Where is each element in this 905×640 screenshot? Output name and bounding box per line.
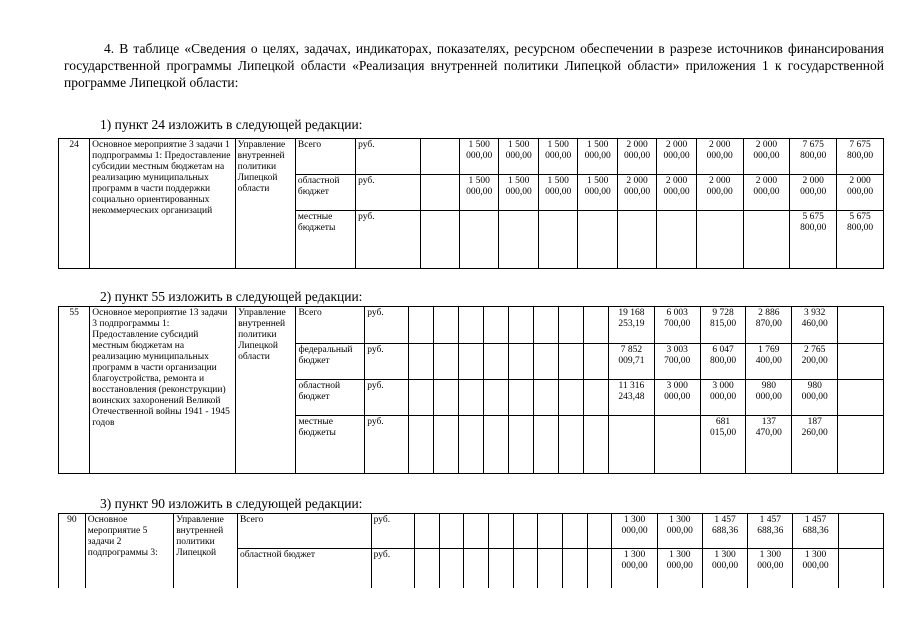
table-item-55: [58, 306, 884, 474]
value-cell: 3 000 000,00: [700, 380, 746, 416]
value-cell: 3 003 700,00: [654, 344, 700, 380]
value-cell: [420, 211, 459, 269]
value-cell: [483, 344, 508, 380]
value-cell: [838, 344, 884, 380]
value-cell: 1 457 688,36: [748, 514, 793, 549]
value-cell: 1 500 000,00: [578, 175, 617, 211]
value-cell: [558, 307, 583, 344]
value-cell: 1 300 000,00: [793, 549, 838, 589]
table-item-90: [58, 513, 884, 588]
value-cell: 1 457 688,36: [793, 514, 838, 549]
value-cell: [408, 344, 433, 380]
value-cell: [696, 211, 743, 269]
value-cell: [654, 416, 700, 474]
unit: руб.: [365, 380, 409, 416]
measure-name: Основное мероприятие 3 задачи 1 подпрограммы 1: Предоставление субсидии местным бюджетам на реализацию муниципальных программ в части поддержки социально ориентированных некоммерческих организаций: [90, 139, 235, 269]
value-cell: 3 932 460,00: [792, 307, 838, 344]
value-cell: 6 047 800,00: [700, 344, 746, 380]
value-cell: 681 015,00: [700, 416, 746, 474]
value-cell: 137 470,00: [746, 416, 792, 474]
unit: руб.: [365, 416, 409, 474]
value-cell: [558, 416, 583, 474]
row-number: 90: [59, 514, 86, 589]
value-cell: [458, 416, 483, 474]
value-cell: [499, 211, 538, 269]
measure-name: Основное мероприятие 5 задачи 2 подпрограммы 3:: [85, 514, 173, 589]
value-cell: 7 852 009,71: [608, 344, 654, 380]
value-cell: 2 000 000,00: [617, 139, 656, 175]
value-cell: 1 300 000,00: [748, 549, 793, 589]
unit: руб.: [371, 549, 414, 589]
executor: Управление внутренней политики Липецкой: [174, 514, 238, 589]
unit: руб.: [365, 344, 409, 380]
value-cell: [464, 514, 489, 549]
value-cell: [439, 549, 464, 589]
value-cell: [433, 307, 458, 344]
source: федеральный бюджет: [296, 344, 365, 380]
value-cell: [420, 139, 459, 175]
intro-paragraph: 4. В таблице «Сведения о целях, задачах, индикаторах, показателях, ресурсном обеспечении в разрезе источников финансирования государственной программы Липецкой области «Реализация внутренней политики Липецкой области» приложения 1 к государственной программе Липецкой области:: [64, 41, 884, 90]
executor: Управление внутренней политики Липецкой области: [235, 139, 295, 269]
value-cell: [433, 344, 458, 380]
value-cell: [513, 549, 538, 589]
value-cell: [563, 549, 588, 589]
unit: руб.: [356, 139, 420, 175]
value-cell: [458, 307, 483, 344]
source: областной бюджет: [296, 380, 365, 416]
value-cell: 2 000 000,00: [837, 175, 884, 211]
value-cell: 6 003 700,00: [654, 307, 700, 344]
value-cell: 2 765 200,00: [792, 344, 838, 380]
value-cell: 187 260,00: [792, 416, 838, 474]
row-number: 55: [59, 307, 90, 474]
value-cell: 2 000 000,00: [657, 139, 696, 175]
value-cell: [743, 211, 790, 269]
value-cell: [583, 380, 608, 416]
value-cell: [538, 211, 577, 269]
value-cell: [483, 380, 508, 416]
unit: руб.: [365, 307, 409, 344]
value-cell: [483, 307, 508, 344]
value-cell: 1 300 000,00: [657, 549, 702, 589]
value-cell: 2 000 000,00: [743, 139, 790, 175]
source: областной бюджет: [295, 175, 355, 211]
value-cell: 7 675 800,00: [837, 139, 884, 175]
value-cell: [508, 380, 533, 416]
value-cell: 3 000 000,00: [654, 380, 700, 416]
value-cell: [488, 514, 513, 549]
unit: руб.: [371, 514, 414, 549]
value-cell: 19 168 253,19: [608, 307, 654, 344]
value-cell: 5 675 800,00: [790, 211, 837, 269]
value-cell: [558, 344, 583, 380]
value-cell: [838, 416, 884, 474]
value-cell: [458, 344, 483, 380]
value-cell: 1 300 000,00: [612, 549, 657, 589]
value-cell: [838, 514, 883, 549]
value-cell: [433, 380, 458, 416]
value-cell: 980 000,00: [792, 380, 838, 416]
value-cell: 2 000 000,00: [696, 175, 743, 211]
value-cell: [414, 514, 439, 549]
table-row: [59, 514, 884, 549]
value-cell: 1 500 000,00: [459, 175, 498, 211]
value-cell: 1 500 000,00: [459, 139, 498, 175]
value-cell: 9 728 815,00: [700, 307, 746, 344]
source: местные бюджеты: [296, 416, 365, 474]
value-cell: [838, 549, 883, 589]
value-cell: [483, 416, 508, 474]
row-number: 24: [59, 139, 90, 269]
unit: руб.: [356, 175, 420, 211]
value-cell: [464, 549, 489, 589]
section-heading-3: 3) пункт 90 изложить в следующей редакции:: [100, 496, 363, 511]
value-cell: [583, 307, 608, 344]
value-cell: [508, 344, 533, 380]
source: областной бюджет: [237, 549, 371, 589]
value-cell: 1 300 000,00: [702, 549, 747, 589]
value-cell: [617, 211, 656, 269]
value-cell: [408, 380, 433, 416]
table-row: [59, 139, 884, 175]
value-cell: [533, 416, 558, 474]
value-cell: [513, 514, 538, 549]
value-cell: 1 300 000,00: [612, 514, 657, 549]
value-cell: [608, 416, 654, 474]
value-cell: [408, 416, 433, 474]
value-cell: 1 500 000,00: [499, 139, 538, 175]
value-cell: [433, 416, 458, 474]
value-cell: 980 000,00: [746, 380, 792, 416]
value-cell: [533, 344, 558, 380]
source: Всего: [237, 514, 371, 549]
value-cell: [414, 549, 439, 589]
value-cell: 11 316 243,48: [608, 380, 654, 416]
value-cell: [538, 549, 563, 589]
value-cell: 1 500 000,00: [538, 175, 577, 211]
value-cell: 2 000 000,00: [790, 175, 837, 211]
source: Всего: [295, 139, 355, 175]
table-item-24: [58, 138, 884, 269]
value-cell: [583, 344, 608, 380]
value-cell: 2 886 870,00: [746, 307, 792, 344]
value-cell: 2 000 000,00: [617, 175, 656, 211]
section-heading-2: 2) пункт 55 изложить в следующей редакции:: [100, 289, 363, 304]
value-cell: 1 300 000,00: [657, 514, 702, 549]
value-cell: 1 457 688,36: [702, 514, 747, 549]
measure-name: Основное мероприятие 13 задачи 3 подпрограммы 1: Предоставление субсидий местным бюджетам на реализацию муниципальных программ в части организации благоустройства, ремонта и восстановления (реконструкции) воинских захоронений Великой Отечественной войны 1941 - 1945 годов: [90, 307, 236, 474]
value-cell: 1 769 400,00: [746, 344, 792, 380]
value-cell: [587, 514, 612, 549]
value-cell: [558, 380, 583, 416]
table-item-90-wrapper: [58, 513, 888, 588]
source: Всего: [296, 307, 365, 344]
unit: руб.: [356, 211, 420, 269]
value-cell: [488, 549, 513, 589]
value-cell: [408, 307, 433, 344]
value-cell: [508, 416, 533, 474]
value-cell: [838, 307, 884, 344]
value-cell: [533, 380, 558, 416]
value-cell: 5 675 800,00: [837, 211, 884, 269]
value-cell: [508, 307, 533, 344]
value-cell: 2 000 000,00: [743, 175, 790, 211]
value-cell: 1 500 000,00: [578, 139, 617, 175]
value-cell: 2 000 000,00: [657, 175, 696, 211]
value-cell: [563, 514, 588, 549]
value-cell: 7 675 800,00: [790, 139, 837, 175]
value-cell: [657, 211, 696, 269]
table-row: [59, 307, 884, 344]
value-cell: 1 500 000,00: [499, 175, 538, 211]
executor: Управление внутренней политики Липецкой области: [236, 307, 296, 474]
value-cell: [587, 549, 612, 589]
source: местные бюджеты: [295, 211, 355, 269]
value-cell: [420, 175, 459, 211]
value-cell: [459, 211, 498, 269]
value-cell: 1 500 000,00: [538, 139, 577, 175]
value-cell: 2 000 000,00: [696, 139, 743, 175]
value-cell: [538, 514, 563, 549]
value-cell: [838, 380, 884, 416]
value-cell: [458, 380, 483, 416]
value-cell: [583, 416, 608, 474]
value-cell: [578, 211, 617, 269]
value-cell: [439, 514, 464, 549]
section-heading-1: 1) пункт 24 изложить в следующей редакции:: [100, 117, 363, 132]
value-cell: [533, 307, 558, 344]
